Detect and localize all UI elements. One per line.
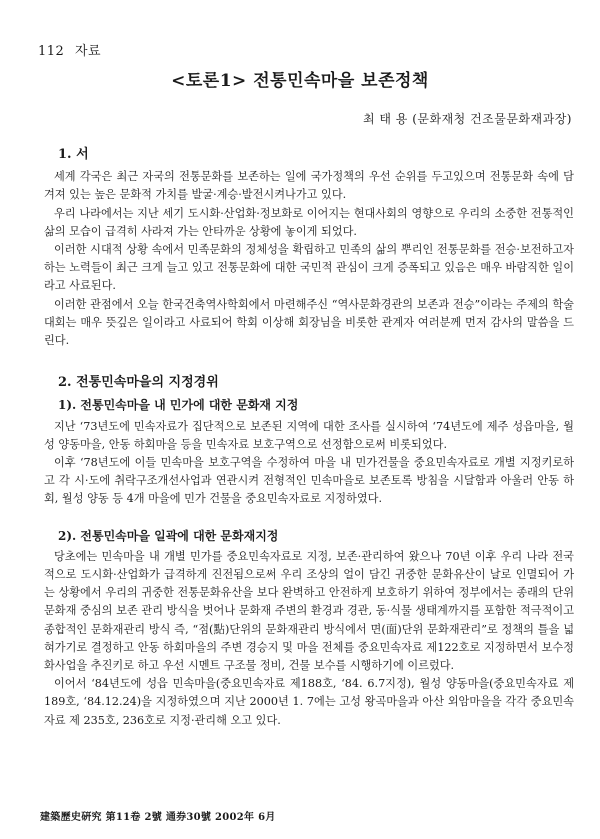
page-number: 112 xyxy=(38,44,65,59)
section-label: 자료 xyxy=(74,44,102,59)
paragraph: 이러한 관점에서 오늘 한국건축역사학회에서 마련해주신 “역사문화경관의 보존과 전승”이라는 주제의 학술대회는 매우 뜻깊은 일이라고 사료되어 학회 이상해 회장님을 비롯한 관계자 여러분께 먼저 감사의 말씀을 드린다. xyxy=(44,297,574,348)
author-line: 최 태 용 (문화재청 건조물문화재과장) xyxy=(362,112,572,126)
section-heading-designation: 2. 전통민속마을의 지정경위 xyxy=(58,375,219,391)
paragraph: 이후 ‘78년도에 이들 민속마을 보호구역을 수정하여 마을 내 민가건물을 중요민속자료로 개별 지정키로하고 각 시·도에 취락구조개선사업과 연관시켜 전형적인 민속마을로 보존토록 방침을 시달함과 아울러 안동 하회, 월성 양동 등 4개 마을에 민가 건물을 중요민속자료로 지정하였다. xyxy=(44,456,574,506)
subsection-heading-houses: 1). 전통민속마을 내 민가에 대한 문화재 지정 xyxy=(58,398,299,413)
document-body xyxy=(44,144,574,730)
document-title: <토론1> 전통민속마을 보존정책 xyxy=(171,71,429,91)
paragraph: 이러한 시대적 상황 속에서 민족문화의 정체성을 확립하고 민족의 삶의 뿌리인 전통문화를 전승·보전하고자하는 노력들이 최근 크게 늘고 있고 전통문화에 대한 국민적 관심이 크게 증폭되고 있음은 매우 바람직한 일이라고 사료된다. xyxy=(44,243,574,293)
spacer xyxy=(44,509,574,527)
subsection-heading-village: 2). 전통민속마을 일곽에 대한 문화재지정 xyxy=(58,528,279,543)
paragraph: 우리 나라에서는 지난 세기 도시화·산업화·정보화로 이어지는 현대사회의 영향으로 우리의 소중한 전통적인 삶의 모습이 급격히 사라져 가는 안타까운 상황에 놓이게 되었다. xyxy=(44,206,574,238)
paragraph: 당초에는 민속마을 내 개별 민가를 중요민속자료로 지정, 보존·관리하여 왔으나 70년 이후 우리 나라 전국적으로 도시화·산업화가 급격하게 진전됨으로써 우리 조상의 얼이 담긴 귀중한 문화유산이 날로 인멸되어 가는 상황에서 우리의 귀중한 전통문화유산을 보다 완벽하고 안전하게 보호하기 위하여 정부에서는 종래의 단위 문화재 중심의 보존 관리 방식을 벗어나 문화재 주변의 환경과 경관, 동·식물 생태계까지를 포함한 적극적이고 종합적인 문화재관리 방식 즉, “점(點)단위의 문화재관리 방식에서 면(面)단위 문화재관리”로 정책의 틀을 넓혀가기로 결정하고 안동 하회마을의 주변 경승지 및 마을 전체를 중요민속자료 제122호로 지정하면서 보수정화사업을 추진키로 하고 우선 시멘트 구조물 정비, 건물 보수를 시행하기에 이르렀다. xyxy=(44,549,574,673)
section-heading-intro: 1. 서 xyxy=(58,147,89,162)
journal-footer: 建築歷史硏究 第11卷 2號 通券30號 2002年 6月 xyxy=(40,812,276,823)
page-header xyxy=(38,40,101,59)
spacer xyxy=(44,350,574,372)
paragraph: 지난 ‘73년도에 민속자료가 집단적으로 보존된 지역에 대한 조사를 실시하여 ‘74년도에 제주 성읍마을, 월성 양동마을, 안동 하회마을 등을 민속자료 보호구역으로 선정함으로써 비롯되었다. xyxy=(44,419,574,451)
paragraph: 이어서 ‘84년도에 성읍 민속마을(중요민속자료 제188호, ‘84. 6.7지정), 월성 양동마을(중요민속자료 제189호, ‘84.12.24)을 지정하였으며 지난 2000년 1. 7에는 고성 왕곡마을과 아산 외암마을을 각각 중요민속자료 제 235호, 236호로 지정·관리해 오고 있다. xyxy=(44,677,574,727)
paragraph: 세계 각국은 최근 자국의 전통문화를 보존하는 일에 국가정책의 우선 순위를 두고있으며 전통문화 속에 담겨져 있는 높은 문화적 가치를 발굴·계승·발전시켜나가고 있다. xyxy=(44,170,574,202)
